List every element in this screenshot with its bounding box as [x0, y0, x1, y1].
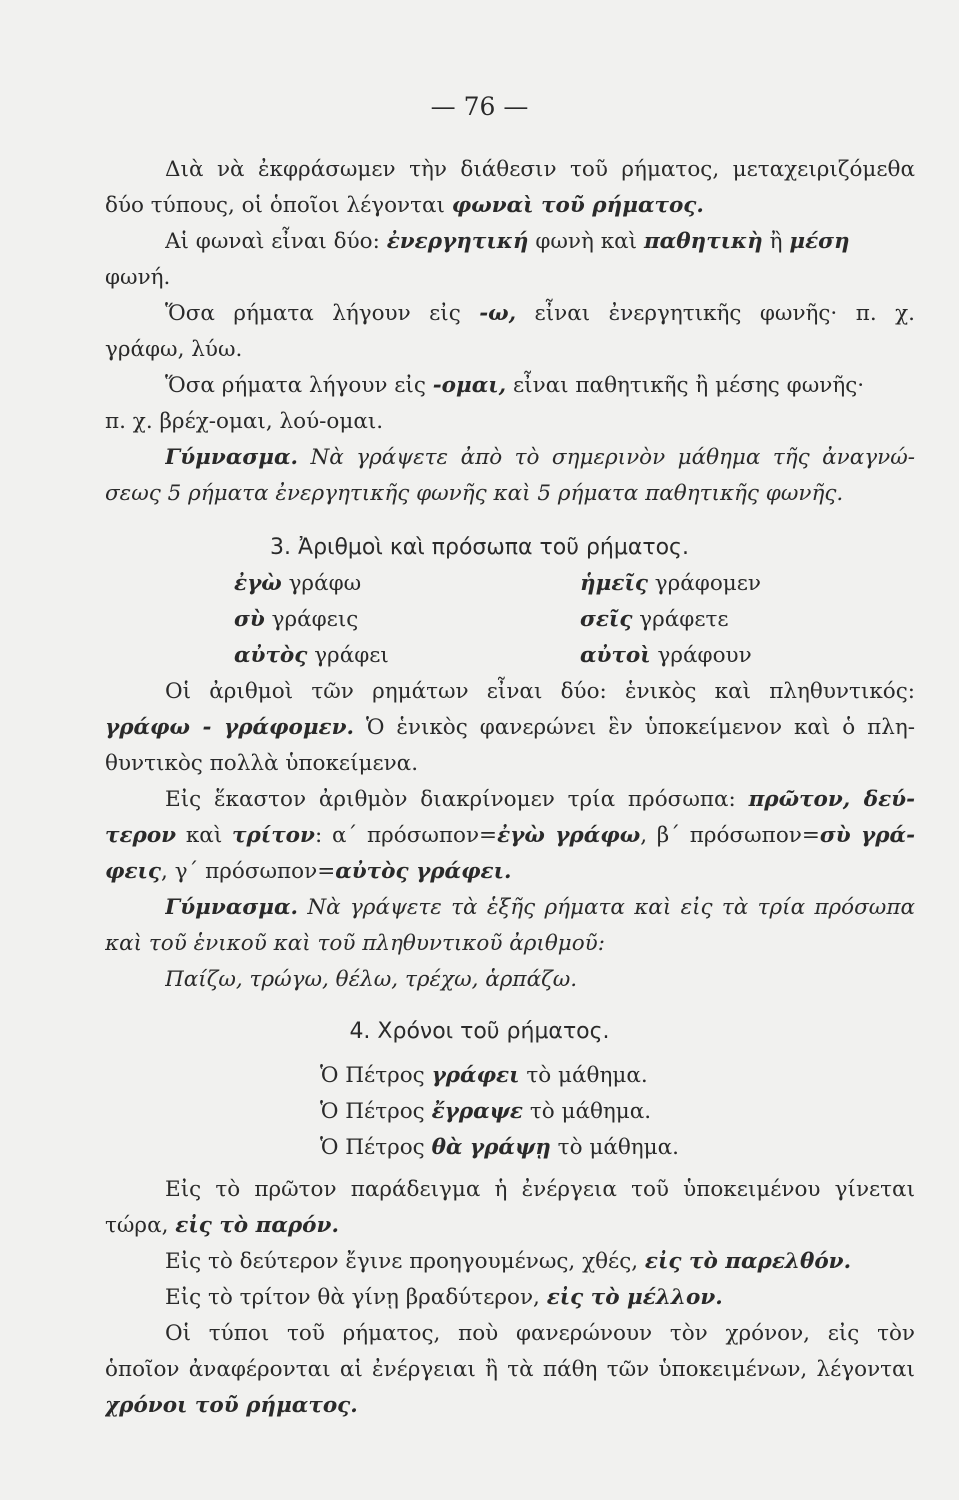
example-sentence: Ὁ Πέτρος θὰ γράψῃ τὸ μάθημα.	[320, 1135, 679, 1160]
exercise-line: Παίζω, τρώγω, θέλω, τρέχω, ἁρπάζω.	[165, 967, 578, 992]
section-heading: 4. Χρόνοι τοῦ ρήματος.	[349, 1019, 610, 1044]
text-line: χρόνοι τοῦ ρήματος.	[105, 1393, 358, 1418]
conjugation-cell: ἐγὼ γράφω	[234, 571, 362, 596]
conjugation-cell: αὐτοὶ γράφουν	[580, 643, 752, 668]
text-line: τερον καὶ τρίτον: α΄ πρόσωπον=ἐγὼ γράφω, β΄ πρόσωπον=σὺ γρά-	[105, 823, 915, 848]
text-line: Αἱ φωναὶ εἶναι δύο: ἐνεργητική φωνὴ καὶ παθητικὴ ἢ μέση	[165, 229, 850, 254]
text-line: Ὅσα ρήματα λήγουν εἰς -ω, εἶναι ἐνεργητικῆς φωνῆς· π. χ.	[165, 301, 915, 326]
exercise-line: Γύμνασμα. Νὰ γράψετε τὰ ἑξῆς ρήματα καὶ εἰς τὰ τρία πρόσωπα	[165, 895, 915, 920]
text-line: Εἰς τὸ τρίτον θὰ γίνῃ βραδύτερον, εἰς τὸ μέλλον.	[165, 1285, 723, 1310]
conjugation-cell: ἡμεῖς γράφομεν	[580, 571, 761, 596]
text-line: Οἱ ἀριθμοὶ τῶν ρημάτων εἶναι δύο: ἑνικὸς καὶ πληθυντικός:	[165, 679, 915, 704]
exercise-line: Γύμνασμα. Νὰ γράψετε ἀπὸ τὸ σημερινὸν μάθημα τῆς ἀναγνώ-	[165, 445, 915, 470]
text-line: Διὰ νὰ ἐκφράσωμεν τὴν διάθεσιν τοῦ ρήματος, μεταχειριζόμεθα	[165, 157, 915, 182]
text-line: Εἰς τὸ δεύτερον ἔγινε προηγουμένως, χθές, εἰς τὸ παρελθόν.	[165, 1249, 852, 1274]
text-line: Εἰς ἕκαστον ἀριθμὸν διακρίνομεν τρία πρόσωπα: πρῶτον, δεύ-	[165, 787, 915, 812]
text-line: Οἱ τύποι τοῦ ρήματος, ποὺ φανερώνουν τὸν χρόνον, εἰς τὸν	[165, 1321, 915, 1346]
exercise-line: σεως 5 ρήματα ἐνεργητικῆς φωνῆς καὶ 5 ρήματα παθητικῆς φωνῆς.	[105, 481, 844, 506]
text-line: π. χ. βρέχ-ομαι, λού-ομαι.	[105, 409, 384, 434]
text-line: θυντικὸς πολλὰ ὑποκείμενα.	[105, 751, 419, 776]
text-line: Εἰς τὸ πρῶτον παράδειγμα ἡ ἐνέργεια τοῦ ὑποκειμένου γίνεται	[165, 1177, 915, 1202]
page-number: — 76 —	[430, 92, 529, 121]
conjugation-cell: αὐτὸς γράφει	[234, 643, 389, 668]
conjugation-cell: σὺ γράφεις	[234, 607, 359, 632]
example-sentence: Ὁ Πέτρος ἔγραψε τὸ μάθημα.	[320, 1099, 652, 1124]
text-line: Ὅσα ρήματα λήγουν εἰς -ομαι, εἶναι παθητικῆς ἢ μέσης φωνῆς·	[165, 373, 865, 398]
text-line: γράφω, λύω.	[105, 337, 243, 362]
conjugation-cell: σεῖς γράφετε	[580, 607, 729, 632]
text-line: φεις, γ΄ πρόσωπον=αὐτὸς γράφει.	[105, 859, 512, 884]
text-line: ὁποῖον ἀναφέρονται αἱ ἐνέργειαι ἢ τὰ πάθη τῶν ὑποκειμένων, λέγονται	[105, 1357, 915, 1382]
text-line: γράφω - γράφομεν. Ὁ ἑνικὸς φανερώνει ἓν ὑποκείμενον καὶ ὁ πλη-	[105, 715, 915, 740]
exercise-line: καὶ τοῦ ἑνικοῦ καὶ τοῦ πληθυντικοῦ ἀριθμοῦ:	[105, 931, 605, 956]
section-heading: 3. Ἀριθμοὶ καὶ πρόσωπα τοῦ ρήματος.	[270, 535, 689, 560]
text-line: δύο τύπους, οἱ ὁποῖοι λέγονται φωναὶ τοῦ ρήματος.	[105, 193, 704, 218]
text-line: τώρα, εἰς τὸ παρόν.	[105, 1213, 339, 1238]
example-sentence: Ὁ Πέτρος γράφει τὸ μάθημα.	[320, 1063, 648, 1088]
text-line: φωνή.	[105, 265, 171, 290]
